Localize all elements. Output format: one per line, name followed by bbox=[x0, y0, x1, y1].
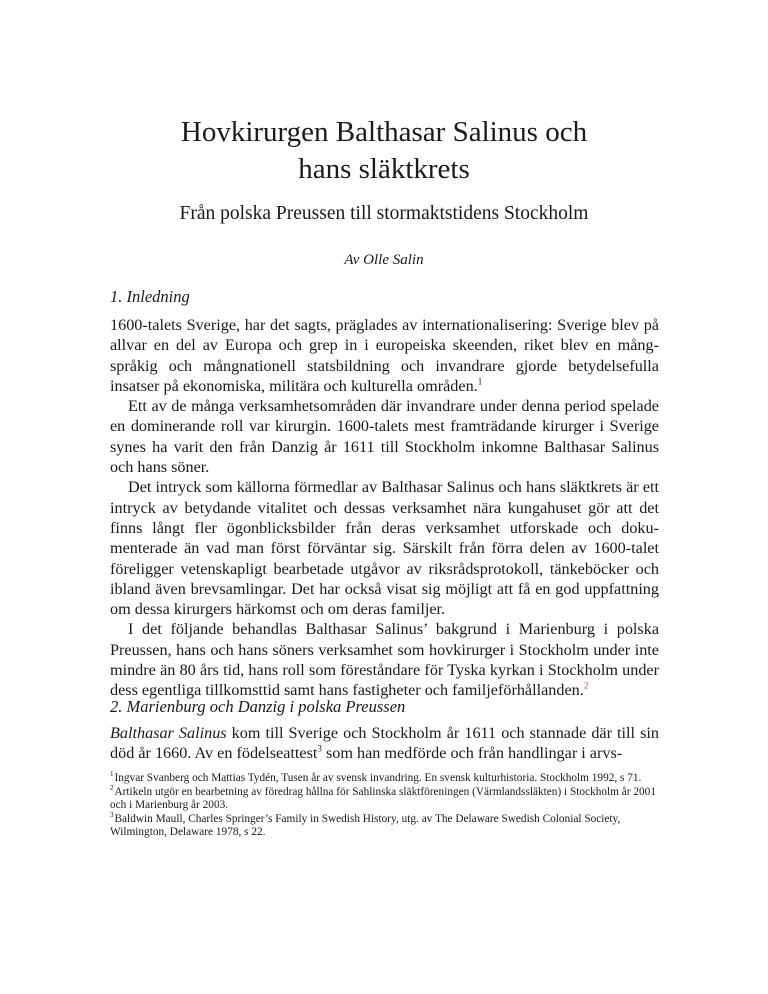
title-line-2: hans släktkrets bbox=[298, 153, 470, 185]
paragraph: Balthasar Salinus kom till Sverige och Stockholm år 1611 och stannade där till sin död år 1660. Av en födelseattest$^3$ som han medförde och från handlingar i arvs- bbox=[110, 724, 659, 763]
article-subtitle: Från polska Preussen till stormaktstidens Stockholm bbox=[179, 203, 589, 224]
article-title bbox=[0, 114, 768, 188]
footnote: $^3$Baldwin Maull, Charles Springer’s Family in Swedish History, utg. av The Delaware Swedish Colonial Society, Wilmington, Delaware 1978, s 22. bbox=[110, 811, 621, 839]
footnote-reference[interactable]: 3 bbox=[317, 743, 322, 754]
paragraph: I det följande behandlas Balthasar Salinus’ bakgrund i Marienburg i polska Preussen, hans och hans söners verksamhet som hovkirurger i Stockholm under inte mindre än 80 års tid, hans roll som föreståndare för Tyska kyrkan i Stockholm under dess egentliga tillkomsttid samt hans fastigheter och familjeförhållanden.$^2$ bbox=[110, 620, 659, 700]
section-heading-inledning: 1. Inledning bbox=[110, 287, 190, 306]
section-marienburg-body bbox=[110, 723, 659, 764]
person-name: Balthasar Salinus bbox=[110, 724, 227, 742]
footnote: $^1$Ingvar Svanberg och Mattias Tydén, Tusen år av svensk invandring. En svensk kulturhistoria. Stockholm 1992, s 71. bbox=[110, 770, 642, 784]
author-byline: Av Olle Salin bbox=[344, 252, 424, 268]
paragraph: 1600-talets Sverige, har det sagts, präglades av internationalisering: Sverige blev på allvar en del av Europa och grep in i europeiska skeenden, riket blev en mångspråkig och mångnationell statsbildning och invandrare gjorde betydelsefulla insatser på ekonomiska, militära och kulturella områden.$^1$ bbox=[110, 316, 659, 395]
section-inledning-body bbox=[110, 315, 659, 701]
footnotes bbox=[110, 772, 666, 840]
section-heading-marienburg: 2. Marienburg och Danzig i polska Preussen bbox=[110, 697, 406, 716]
paragraph: Det intryck som källorna förmedlar av Balthasar Salinus och hans släktkrets är ett intryck av betydande vitalitet och dessas verksamhet nära kungahuset gör att det finns långt fler ögonblicksbilder från deras verksamhet utforskade och dokumenterade än vad man först förväntar sig. Särskilt från förra delen av 1600-talet föreligger vetenskapligt bearbetade utgåvor av riksrådsprotokoll, tänkeböcker och ibland även brevsamlingar. Det har också visat sig möjligt att få en god uppfattning om dessa kirurgers härkomst och om deras familjer. bbox=[110, 478, 659, 619]
title-line-1: Hovkirurgen Balthasar Salinus och bbox=[180, 116, 588, 148]
paragraph: Ett av de många verksamhetsområden där invandrare under denna period spelade en dominerande roll var kirurgin. 1600-talets mest framträdande kirurger i Sverige synes ha varit den från Danzig år 1611 till Stockholm inkomne Balthasar Salinus och hans söner. bbox=[110, 397, 659, 477]
footnote-reference[interactable]: 1 bbox=[477, 376, 483, 387]
footnote-reference[interactable]: 2 bbox=[583, 680, 589, 691]
footnote: $^2$Artikeln utgör en bearbetning av föredrag hållna för Sahlinska släktföreningen (Värmlandssläkten) i Stockholm år 2001 och i Marienburg år 2003. bbox=[110, 783, 656, 812]
